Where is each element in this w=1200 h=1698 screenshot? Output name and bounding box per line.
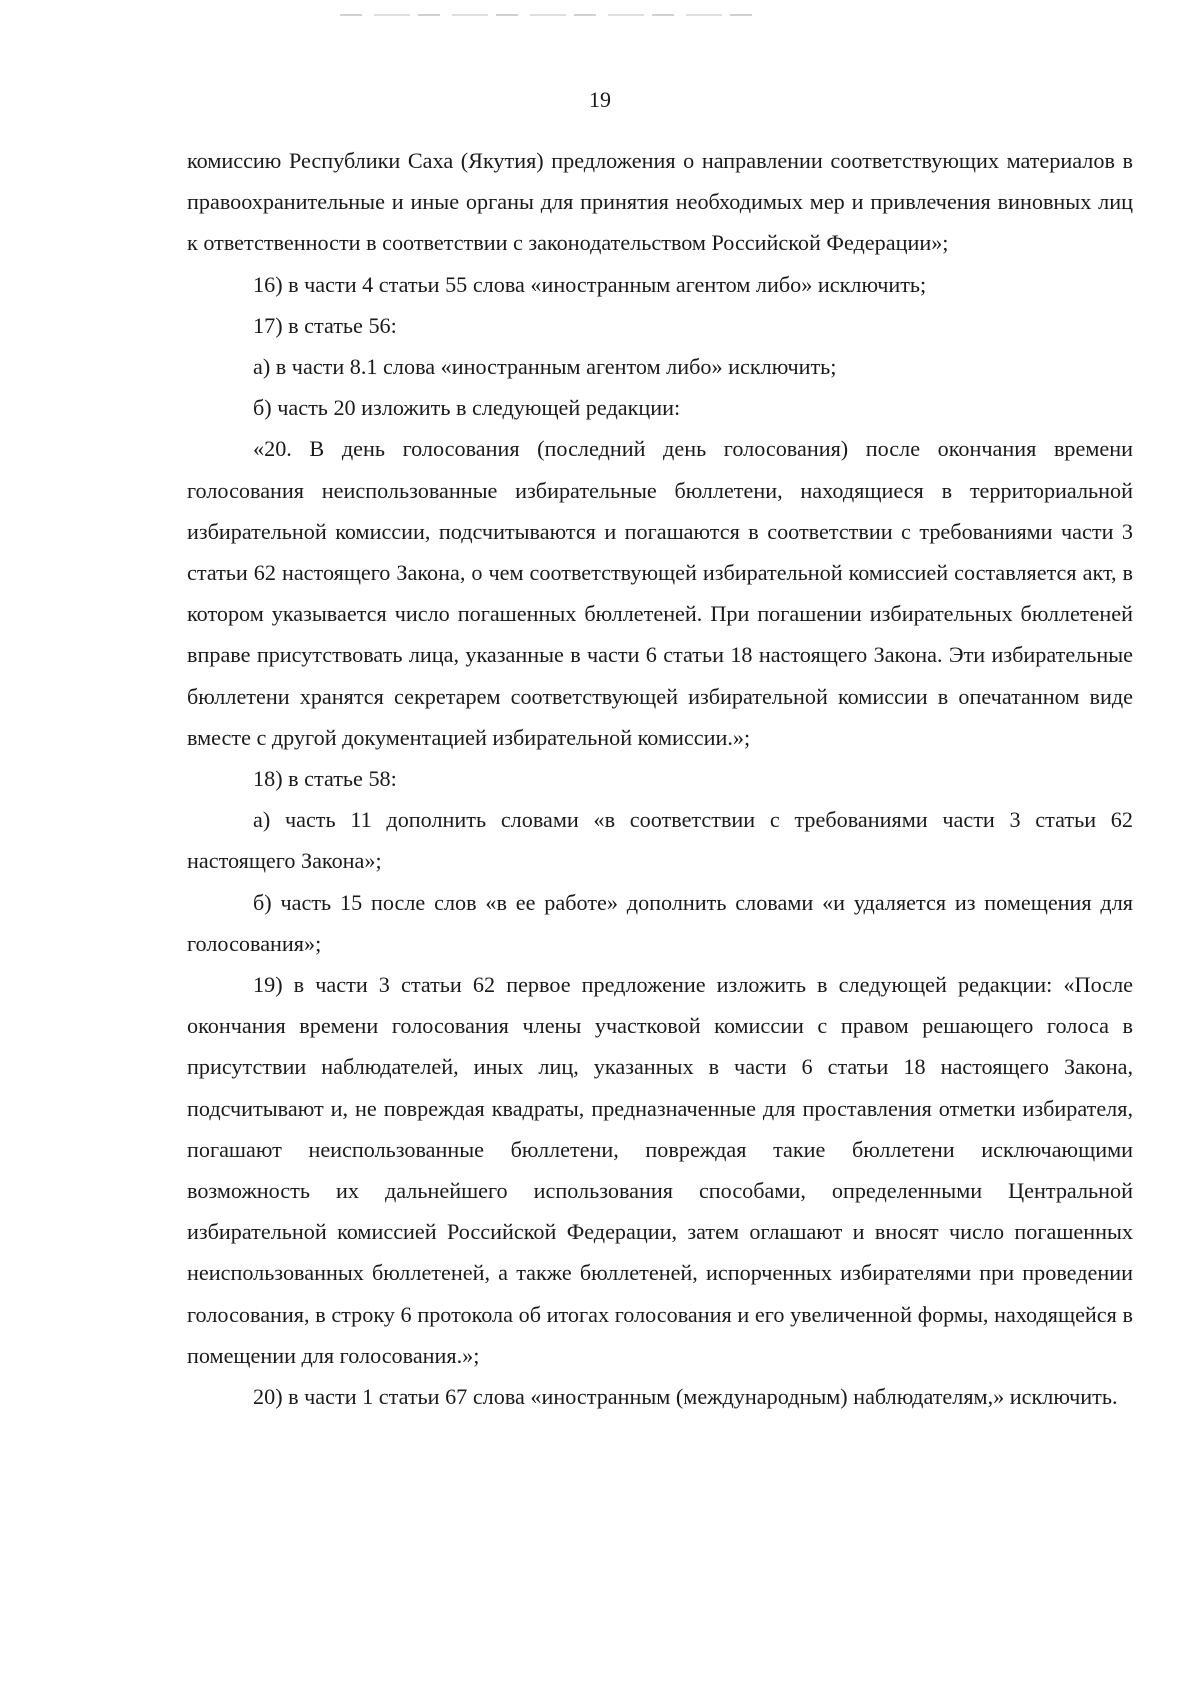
paragraph: а) часть 11 дополнить словами «в соответствии с требованиями части 3 статьи 62 настоящего Закона»; [187, 807, 1133, 874]
paragraph: а) в части 8.1 слова «иностранным агентом либо» исключить; [253, 354, 837, 380]
document-body [187, 140, 1133, 1417]
paragraph: б) часть 20 изложить в следующей редакции: [253, 395, 681, 421]
paragraph: комиссию Республики Саха (Якутия) предложения о направлении соответствующих материалов в правоохранительные и иные органы для принятия необходимых мер и привлечения виновных лиц к ответственности в соответствии с законодательством Российской Федерации»; [187, 148, 1133, 256]
paragraph: 20) в части 1 статьи 67 слова «иностранным (международным) наблюдателям,» исключить. [253, 1384, 1118, 1410]
paragraph: 16) в части 4 статьи 55 слова «иностранным агентом либо» исключить; [253, 271, 927, 297]
page-number: 19 [589, 87, 611, 112]
paragraph: 19) в части 3 статьи 62 первое предложение изложить в следующей редакции: «После окончания времени голосования члены участковой комиссии с правом решающего голоса в присутствии наблюдателей, иных лиц, указанных в части 6 статьи 18 настоящего Закона, подсчитывают и, не повреждая квадраты, предназначенные для проставления отметки избирателя, погашают неиспользованные бюллетени, повреждая такие бюллетени исключающими возможность их дальнейшего использования способами, определенными Центральной избирательной комиссией Российской Федерации, затем оглашают и вносят число погашенных неиспользованных бюллетеней, а также бюллетеней, испорченных избирателями при проведении голосования, в строку 6 протокола об итогах голосования и его увеличенной формы, находящейся в помещении для голосования.»; [187, 972, 1133, 1368]
paragraph: б) часть 15 после слов «в ее работе» дополнить словами «и удаляется из помещения для голосования»; [187, 889, 1133, 956]
paragraph: «20. В день голосования (последний день голосования) после окончания времени голосования неиспользованные избирательные бюллетени, находящиеся в территориальной избирательной комиссии, подсчитываются и погашаются в соответствии с требованиями части 3 статьи 62 настоящего Закона, о чем соответствующей избирательной комиссией составляется акт, в котором указывается число погашенных бюллетеней. При погашении избирательных бюллетеней вправе присутствовать лица, указанные в части 6 статьи 18 настоящего Закона. Эти избирательные бюллетени хранятся секретарем соответствующей избирательной комиссии в опечатанном виде вместе с другой документацией избирательной комиссии.»; [187, 436, 1133, 750]
paragraph: 17) в статье 56: [253, 312, 397, 338]
paragraph: 18) в статье 58: [253, 766, 397, 792]
scan-artifact-line [340, 14, 760, 16]
